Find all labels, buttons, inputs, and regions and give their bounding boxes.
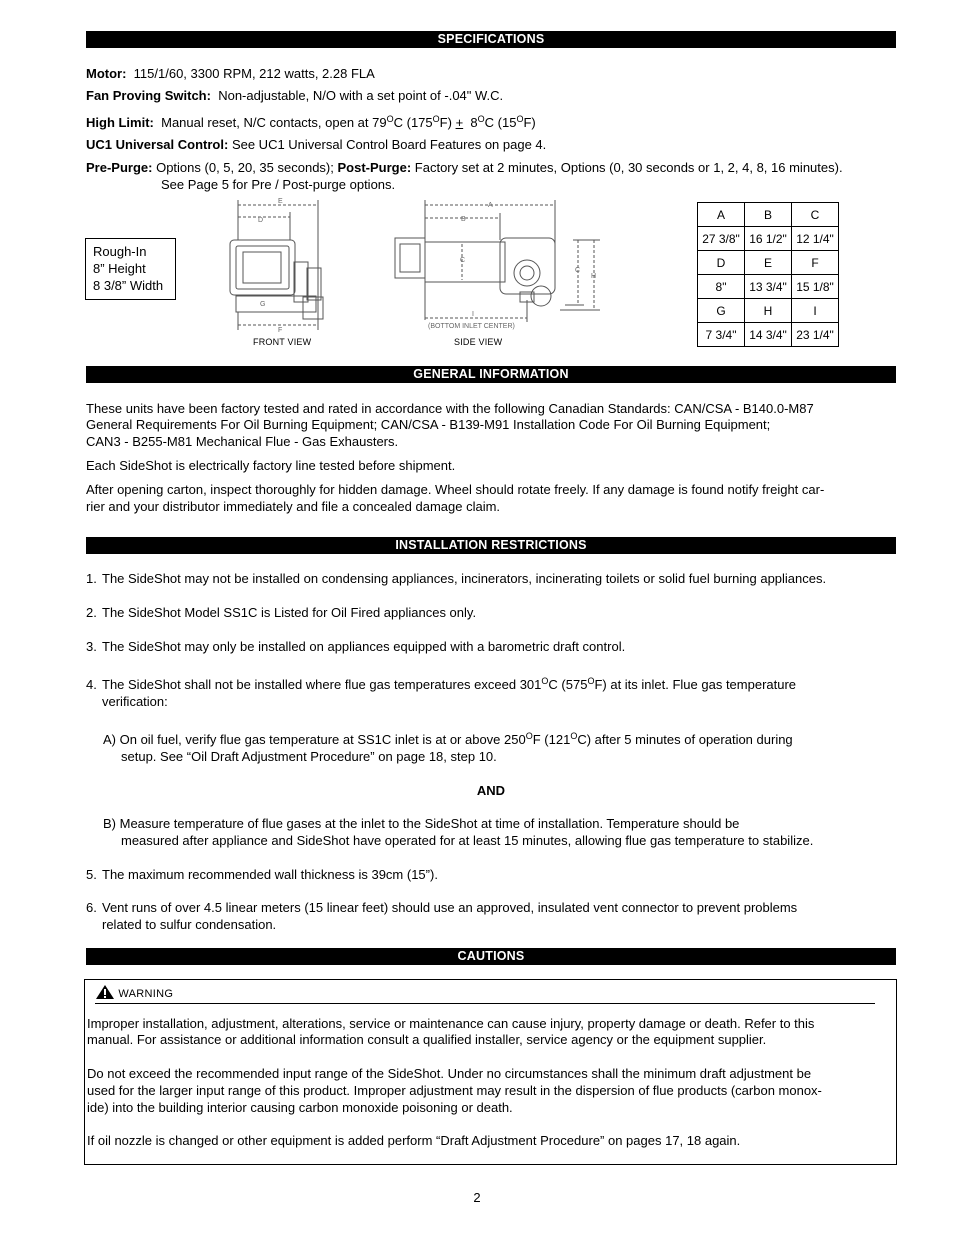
front-view-label: FRONT VIEW [253,337,312,347]
item-text: The SideShot may not be installed on condensing appliances, incinerators, incinerating toilets or solid fuel burning appliances. [102,571,827,586]
caution-para-2-line: used for the larger input range of this product. Improper adjustment may result in the dispersion of flue products (carbon monox- [87,1083,822,1098]
general-para-1-line: CAN3 - B255-M81 Mechanical Flue - Gas Exhausters. [86,434,399,449]
dimensions-table-cell: 16 1/2" [745,227,792,251]
dimensions-table [697,202,839,347]
warning-triangle-icon [95,984,115,1000]
spec-uc1-value: See UC1 Universal Control Board Features on page 4. [231,137,547,152]
caution-para-3: If oil nozzle is changed or other equipment is added perform “Draft Adjustment Procedure” on pages 17, 18 again. [87,1133,741,1148]
general-para-1-line: These units have been factory tested and rated in accordance with the following Canadian Standards: CAN/CSA - B140.0-M87 [86,401,814,416]
spec-prepurge-label: Pre-Purge: [86,160,153,175]
dimensions-table-cell: I [792,299,839,323]
section-header-specifications: SPECIFICATIONS [86,31,896,48]
caution-para-2-line: Do not exceed the recommended input range of the SideShot. Under no circumstances shall the minimum draft adjustment be [87,1066,812,1081]
spec-high-text: F) [523,115,536,130]
dimensions-table-cell: F [792,251,839,275]
spec-postpurge-value: Factory set at 2 minutes, Options (0, 30 seconds or 1, 2, 4, 8, 16 minutes). [414,160,843,175]
caution-para-1-line: manual. For assistance or additional information consult a qualified installer, service agency or the equipment supplier. [87,1032,767,1047]
caution-para-2-line: ide) into the building interior causing carbon monoxide poisoning or death. [87,1100,513,1115]
warning-rule [95,1003,875,1004]
dimensions-table-cell: 8" [698,275,745,299]
general-para-1-line: General Requirements For Oil Burning Equipment; CAN/CSA - B139-M91 Installation Code For Oil Burning Equipment; [86,417,771,432]
degree-mark: O [432,114,440,124]
rough-in-line: 8 3/8” Width [93,278,164,293]
dimensions-table-row [698,203,839,227]
item-text [102,676,896,693]
dim-label-e: E [278,198,283,205]
dimensions-table-cell: A [698,203,745,227]
spec-postpurge-label: Post-Purge: [337,160,412,175]
caution-para-1-line: Improper installation, adjustment, alterations, service or maintenance can cause injury, property damage or death. Refer to this [87,1016,815,1031]
and-label: AND [476,783,506,798]
dimensions-table-cell: D [698,251,745,275]
warning-label: WARNING [118,988,174,1000]
sub-text: C) after 5 minutes of operation during [577,732,793,747]
dim-label-a: A [488,202,493,209]
spec-motor-value: 115/1/60, 3300 RPM, 212 watts, 2.28 FLA [133,66,375,81]
dimensions-table-cell: 27 3/8" [698,227,745,251]
spec-high-text: C (15 [484,115,517,130]
dimensions-table-row [698,299,839,323]
restriction-item-4 [86,676,896,710]
item-number: 2. [86,605,97,620]
dimensions-table-cell: H [745,299,792,323]
restriction-item-3 [86,638,896,655]
dimensions-table-cell: C [792,203,839,227]
degree-mark: O [477,114,485,124]
spec-high-text: 8 [470,115,478,130]
section-header-cautions: CAUTIONS [86,948,896,965]
item-number: 1. [86,571,97,586]
page-number: 2 [473,1190,481,1205]
dimensions-table-row [698,323,839,347]
dim-label-i: I [472,311,474,318]
restriction-sub-a [103,731,896,765]
general-para-3-line: After opening carton, inspect thoroughly for hidden damage. Wheel should rotate freely. If any damage is found notify freight car- [86,482,825,497]
side-view-note: (BOTTOM INLET CENTER) [428,323,515,330]
dim-label-d: D [258,217,264,224]
dim-label-b: B [461,216,466,223]
dim-label-g: G [260,301,266,308]
degree-mark: O [516,114,524,124]
item-number: 4. [86,677,97,692]
item-text: The SideShot Model SS1C is Listed for Oil Fired appliances only. [102,605,477,620]
dimensions-table-cell: 7 3/4" [698,323,745,347]
item-text: related to sulfur condensation. [102,917,277,932]
spec-prepurge-value: Options (0, 5, 20, 35 seconds); [156,160,334,175]
item-text-part: F) at its inlet. Flue gas temperature [594,677,797,692]
item-text: The maximum recommended wall thickness is 39cm (15”). [102,867,438,882]
section-header-general: GENERAL INFORMATION [86,366,896,383]
sub-text: F (121 [532,732,571,747]
degree-mark: O [386,114,394,124]
dim-label-c-inner: C [460,257,466,264]
item-number: 6. [86,900,97,915]
item-number: 5. [86,867,97,882]
dim-label-c: C [575,267,581,274]
restriction-item-2 [86,604,896,621]
side-view-label: SIDE VIEW [454,337,503,347]
warning-heading [95,984,173,1000]
dim-label-f: F [278,327,283,334]
spec-high-text: F) [439,115,452,130]
dimensions-table-cell: 23 1/4" [792,323,839,347]
sub-text: B) Measure temperature of flue gases at the inlet to the SideShot at time of installation. Temperature should be [103,816,740,831]
item-text-part: The SideShot shall not be installed where flue gas temperatures exceed 301 [102,677,542,692]
sub-text: setup. See “Oil Draft Adjustment Procedure” on page 18, step 10. [121,749,497,764]
spec-fan-label: Fan Proving Switch: [86,88,211,103]
dimensions-table-cell: 15 1/8" [792,275,839,299]
degree-mark: O [541,676,549,686]
spec-purge-note: See Page 5 for Pre / Post-purge options. [161,177,396,192]
rough-in-line: 8” Height [93,261,146,276]
dimensions-table-row [698,275,839,299]
degree-mark: O [570,731,578,741]
restriction-item-6 [86,899,896,933]
plus-minus: + [455,115,464,130]
dimensions-table-row [698,227,839,251]
section-header-restrictions: INSTALLATION RESTRICTIONS [86,537,896,554]
degree-mark: O [587,676,595,686]
restriction-item-1 [86,570,896,587]
spec-high-text: C (175 [393,115,433,130]
item-text: verification: [102,694,168,709]
spec-high-text: Manual reset, N/C contacts, open at 79 [161,115,387,130]
general-para-2: Each SideShot is electrically factory line tested before shipment. [86,458,456,473]
degree-mark: O [525,731,533,741]
sub-text: measured after appliance and SideShot have operated for at least 15 minutes, allowing flue gas temperature to stabilize. [121,833,814,848]
dimensions-table-row [698,251,839,275]
item-text: The SideShot may only be installed on appliances equipped with a barometric draft control. [102,639,626,654]
spec-uc1-label: UC1 Universal Control: [86,137,229,152]
general-para-3-line: rier and your distributor immediately and file a concealed damage claim. [86,499,501,514]
restriction-item-5 [86,866,896,883]
dimensions-table-cell: 12 1/4" [792,227,839,251]
item-text: Vent runs of over 4.5 linear meters (15 linear feet) should use an approved, insulated vent connector to prevent problems [102,900,798,915]
dimensions-table-cell: E [745,251,792,275]
dimensions-table-cell: G [698,299,745,323]
spec-motor-label: Motor: [86,66,127,81]
item-number: 3. [86,639,97,654]
dimensions-table-cell: 13 3/4" [745,275,792,299]
dimensions-table-cell: B [745,203,792,227]
restriction-sub-b [103,815,896,849]
item-text-part: C (575 [548,677,588,692]
spec-high-label: High Limit: [86,115,154,130]
dim-label-h: H [591,273,597,280]
rough-in-line: Rough-In [93,244,147,259]
dimensions-table-cell: 14 3/4" [745,323,792,347]
spec-fan-value: Non-adjustable, N/O with a set point of -.04" W.C. [218,88,504,103]
sub-text: A) On oil fuel, verify flue gas temperature at SS1C inlet is at or above 250 [103,732,526,747]
